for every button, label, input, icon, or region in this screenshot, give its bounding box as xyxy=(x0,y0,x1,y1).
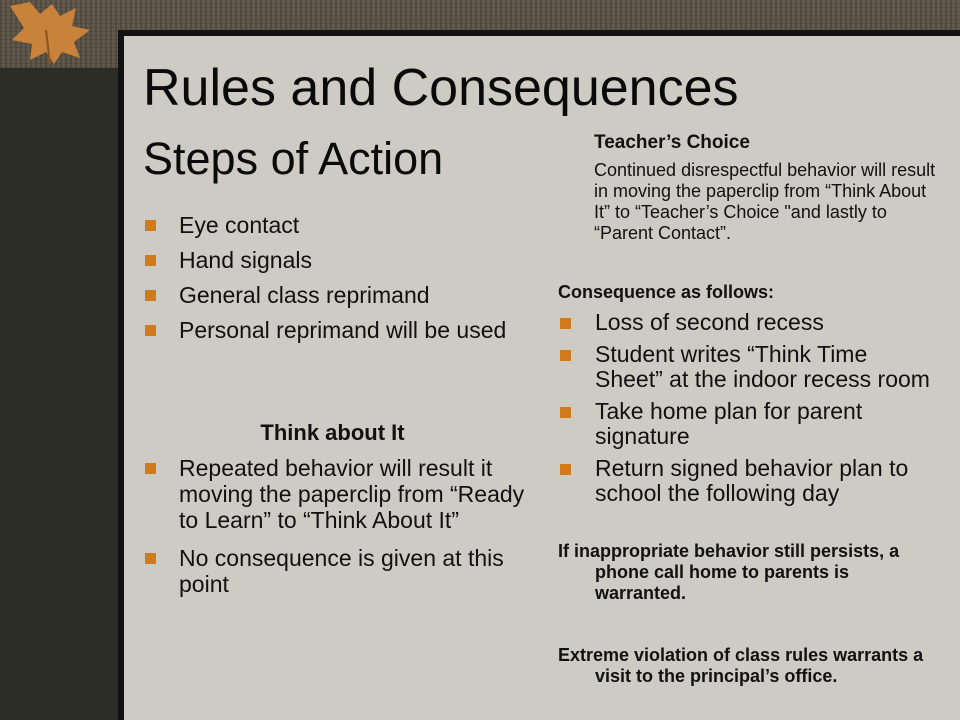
list-item xyxy=(145,317,525,343)
square-bullet-icon xyxy=(560,407,571,418)
list-item xyxy=(560,456,940,506)
square-bullet-icon xyxy=(145,255,156,266)
list-item-text: Student writes “Think Time Sheet” at the indoor recess room xyxy=(595,341,930,392)
maple-leaf-icon xyxy=(0,0,100,66)
list-item-text: No consequence is given at this point xyxy=(179,545,504,597)
list-item xyxy=(145,545,525,597)
square-bullet-icon xyxy=(145,220,156,231)
slide-subtitle: Steps of Action xyxy=(143,133,444,184)
list-item-text: Take home plan for parent signature xyxy=(595,398,863,449)
square-bullet-icon xyxy=(145,553,156,564)
square-bullet-icon xyxy=(145,463,156,474)
think-about-it-heading: Think about It xyxy=(260,420,405,445)
list-item-text: Personal reprimand will be used xyxy=(179,317,507,343)
list-item xyxy=(560,399,940,449)
consequence-heading: Consequence as follows: xyxy=(558,282,775,302)
list-item-text: Loss of second recess xyxy=(595,309,824,335)
teachers-choice-text: Continued disrespectful behavior will result in moving the paperclip from “Think About It” to “Teacher’s Choice "and lastly to “Parent Contact”. xyxy=(594,160,936,243)
list-item xyxy=(145,212,525,238)
list-item xyxy=(145,455,525,533)
slide-title: Rules and Consequences xyxy=(143,59,739,117)
square-bullet-icon xyxy=(560,350,571,361)
consequence-list xyxy=(560,310,940,513)
list-item-text: Hand signals xyxy=(179,247,312,273)
steps-list xyxy=(145,212,525,352)
teachers-choice-heading: Teacher’s Choice xyxy=(594,132,750,153)
square-bullet-icon xyxy=(145,325,156,336)
list-item-text: Return signed behavior plan to school the following day xyxy=(595,455,909,506)
list-item xyxy=(560,310,940,335)
extreme-violation-note: Extreme violation of class rules warrants a visit to the principal’s office. xyxy=(558,645,924,686)
list-item-text: Repeated behavior will result it moving the paperclip from “Ready to Learn” to “Think About It” xyxy=(179,455,525,533)
square-bullet-icon xyxy=(145,290,156,301)
inappropriate-behavior-note: If inappropriate behavior still persists, a phone call home to parents is warranted. xyxy=(558,541,900,603)
list-item-text: General class reprimand xyxy=(179,282,430,308)
square-bullet-icon xyxy=(560,464,571,475)
left-dark-strip xyxy=(0,68,118,720)
list-item xyxy=(145,282,525,308)
list-item-text: Eye contact xyxy=(179,212,300,238)
think-about-it-list xyxy=(145,455,525,609)
square-bullet-icon xyxy=(560,318,571,329)
list-item xyxy=(560,342,940,392)
list-item xyxy=(145,247,525,273)
